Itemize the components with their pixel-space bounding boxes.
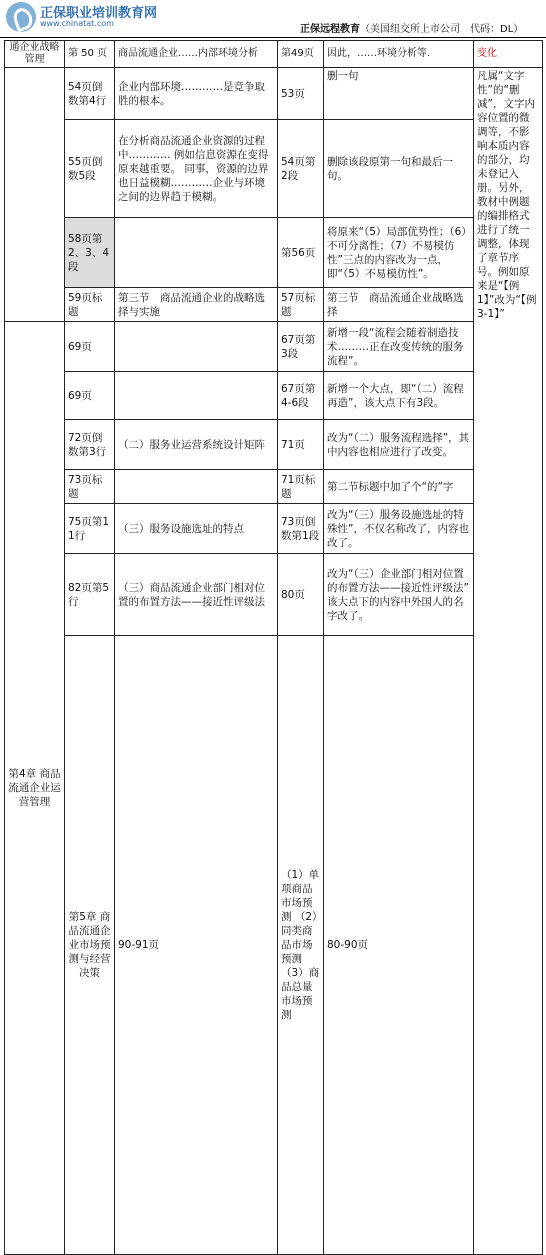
cell-new-page: 80-90页 bbox=[324, 636, 474, 1255]
table-row bbox=[5, 554, 543, 636]
cell-old-text: （三）商品流通企业部门相对位置的布置方法——接近性评级法 bbox=[115, 554, 278, 636]
cell-old-page: 54页倒数第4行 bbox=[65, 68, 115, 120]
cell-old-page: 69页 bbox=[65, 372, 115, 420]
cell-new-page: 57页标题 bbox=[278, 288, 324, 322]
logo-mark-icon bbox=[6, 2, 36, 32]
cell-chapter: 通企业战略管理 bbox=[5, 41, 65, 68]
cell-new-page: 53页 bbox=[278, 68, 324, 120]
cell-old-page: 90-91页 bbox=[115, 636, 278, 1255]
cell-old-text: 商品流通企业……内部环境分析 bbox=[115, 41, 278, 68]
cell-new-text: 第三节 商品流通企业战略选择 bbox=[324, 288, 474, 322]
cell-new-text: 改为“（二）服务流程选择”，其中内容也相应进行了改变。 bbox=[324, 420, 474, 470]
cell-new-text: 新增一段“流程会随着制造技术………正在改变传统的服务流程”。 bbox=[324, 322, 474, 372]
brand-sub: （美国纽交所上市公司 代码：DL） bbox=[360, 24, 524, 35]
chapter-5: 第5章 商品流通企业市场预测与经营决策 bbox=[65, 636, 115, 1255]
cell-old-text: （1）单项商品市场预测 （2）同类商品市场预测 （3）商品总量市场预测 bbox=[278, 636, 324, 1255]
logo-url: www.chinatat.com bbox=[40, 19, 114, 28]
cell-new-text: 删一句 bbox=[324, 68, 474, 120]
table-row bbox=[5, 322, 543, 372]
cell-old-text: 第三节 商品流通企业的战略选择与实施 bbox=[115, 288, 278, 322]
cell-new-text: 新增一个大点，即“（二）流程再造”，该大点下有3段。 bbox=[324, 372, 474, 420]
cell-old-text: 企业内部环境…………是竞争取胜的根本。 bbox=[115, 68, 278, 120]
table-row bbox=[5, 288, 543, 322]
change-note: 凡属“文字性”的“删减”，文字内容位置的微调等，不影响本质内容的部分，均未登记入册。另外，教材中例题的编排格式进行了统一调整，体现了章节序号。例如原来是“【例1】”改为“【例3-1】” bbox=[474, 68, 543, 1255]
table-row bbox=[5, 120, 543, 218]
table-row bbox=[5, 636, 543, 1255]
cell-old-text: 在分析商品流通企业资源的过程中………… 例如信息资源在变得原来越重要。 同事，资源的边界也日益模糊…………企业与环境之间的边界趋于模糊。 bbox=[115, 120, 278, 218]
cell-new-page: 54页第2段 bbox=[278, 120, 324, 218]
header-rule bbox=[0, 37, 546, 38]
table-row bbox=[5, 218, 543, 288]
cell-old-text bbox=[115, 470, 278, 504]
cell-old-text bbox=[115, 372, 278, 420]
cell-new-page: 80页 bbox=[278, 554, 324, 636]
brand-line bbox=[300, 20, 523, 35]
page-header bbox=[0, 0, 546, 40]
cell-new-page: 71页 bbox=[278, 420, 324, 470]
cell-old-page: 69页 bbox=[65, 322, 115, 372]
cell-new-text: 第二节标题中加了个“的”字 bbox=[324, 470, 474, 504]
cell-old-page: 第 50 页 bbox=[65, 41, 115, 68]
cell-new-text: 将原来“（5）局部优势性；（6）不可分离性；（7）不易模仿性”三点的内容改为一点，即“（5）不易模仿性”。 bbox=[324, 218, 474, 288]
cell-old-page: 75页第11行 bbox=[65, 504, 115, 554]
table-row bbox=[5, 372, 543, 420]
cell-new-text: 因此，……环境分析等. bbox=[324, 41, 474, 68]
table-row bbox=[5, 504, 543, 554]
cell-new-page: 67页第4-6段 bbox=[278, 372, 324, 420]
cell-old-page: 59页标题 bbox=[65, 288, 115, 322]
cell-chapter-blank bbox=[5, 68, 65, 322]
cell-old-page: 55页倒数5段 bbox=[65, 120, 115, 218]
table-header-row bbox=[5, 41, 543, 68]
cell-old-page: 82页第5行 bbox=[65, 554, 115, 636]
cell-new-page: 67页第3段 bbox=[278, 322, 324, 372]
cell-new-page: 第49页 bbox=[278, 41, 324, 68]
cell-old-text bbox=[115, 218, 278, 288]
cell-old-text: （三）服务设施选址的特点 bbox=[115, 504, 278, 554]
logo-name: 正保职业培训教育网 bbox=[40, 6, 158, 21]
cell-old-text: （二）服务业运营系统设计矩阵 bbox=[115, 420, 278, 470]
cell-old-page: 58页第2、3、4段 bbox=[65, 218, 115, 288]
logo bbox=[6, 2, 186, 36]
cell-new-page: 71页标题 bbox=[278, 470, 324, 504]
cell-new-text: 删除该段原第一句和最后一句。 bbox=[324, 120, 474, 218]
changes-table bbox=[4, 40, 543, 1255]
table-row bbox=[5, 420, 543, 470]
cell-old-text bbox=[115, 322, 278, 372]
table-row bbox=[5, 470, 543, 504]
table-row bbox=[5, 68, 543, 120]
cell-old-page: 72页倒数第3行 bbox=[65, 420, 115, 470]
cell-new-page: 73页倒数第1段 bbox=[278, 504, 324, 554]
cell-new-page: 第56页 bbox=[278, 218, 324, 288]
cell-new-text: 改为“（三）企业部门相对位置的布置方法——接近性评级法” 该大点下的内容中外国人的名字改了。 bbox=[324, 554, 474, 636]
cell-change-header: 变化 bbox=[474, 41, 543, 68]
cell-new-text: 改为“（三）服务设施选址的特殊性”，不仅名称改了，内容也改了。 bbox=[324, 504, 474, 554]
cell-old-page: 73页标题 bbox=[65, 470, 115, 504]
brand-main: 正保远程教育 bbox=[300, 24, 360, 35]
chapter-4: 第4章 商品流通企业运营管理 bbox=[5, 322, 65, 1255]
